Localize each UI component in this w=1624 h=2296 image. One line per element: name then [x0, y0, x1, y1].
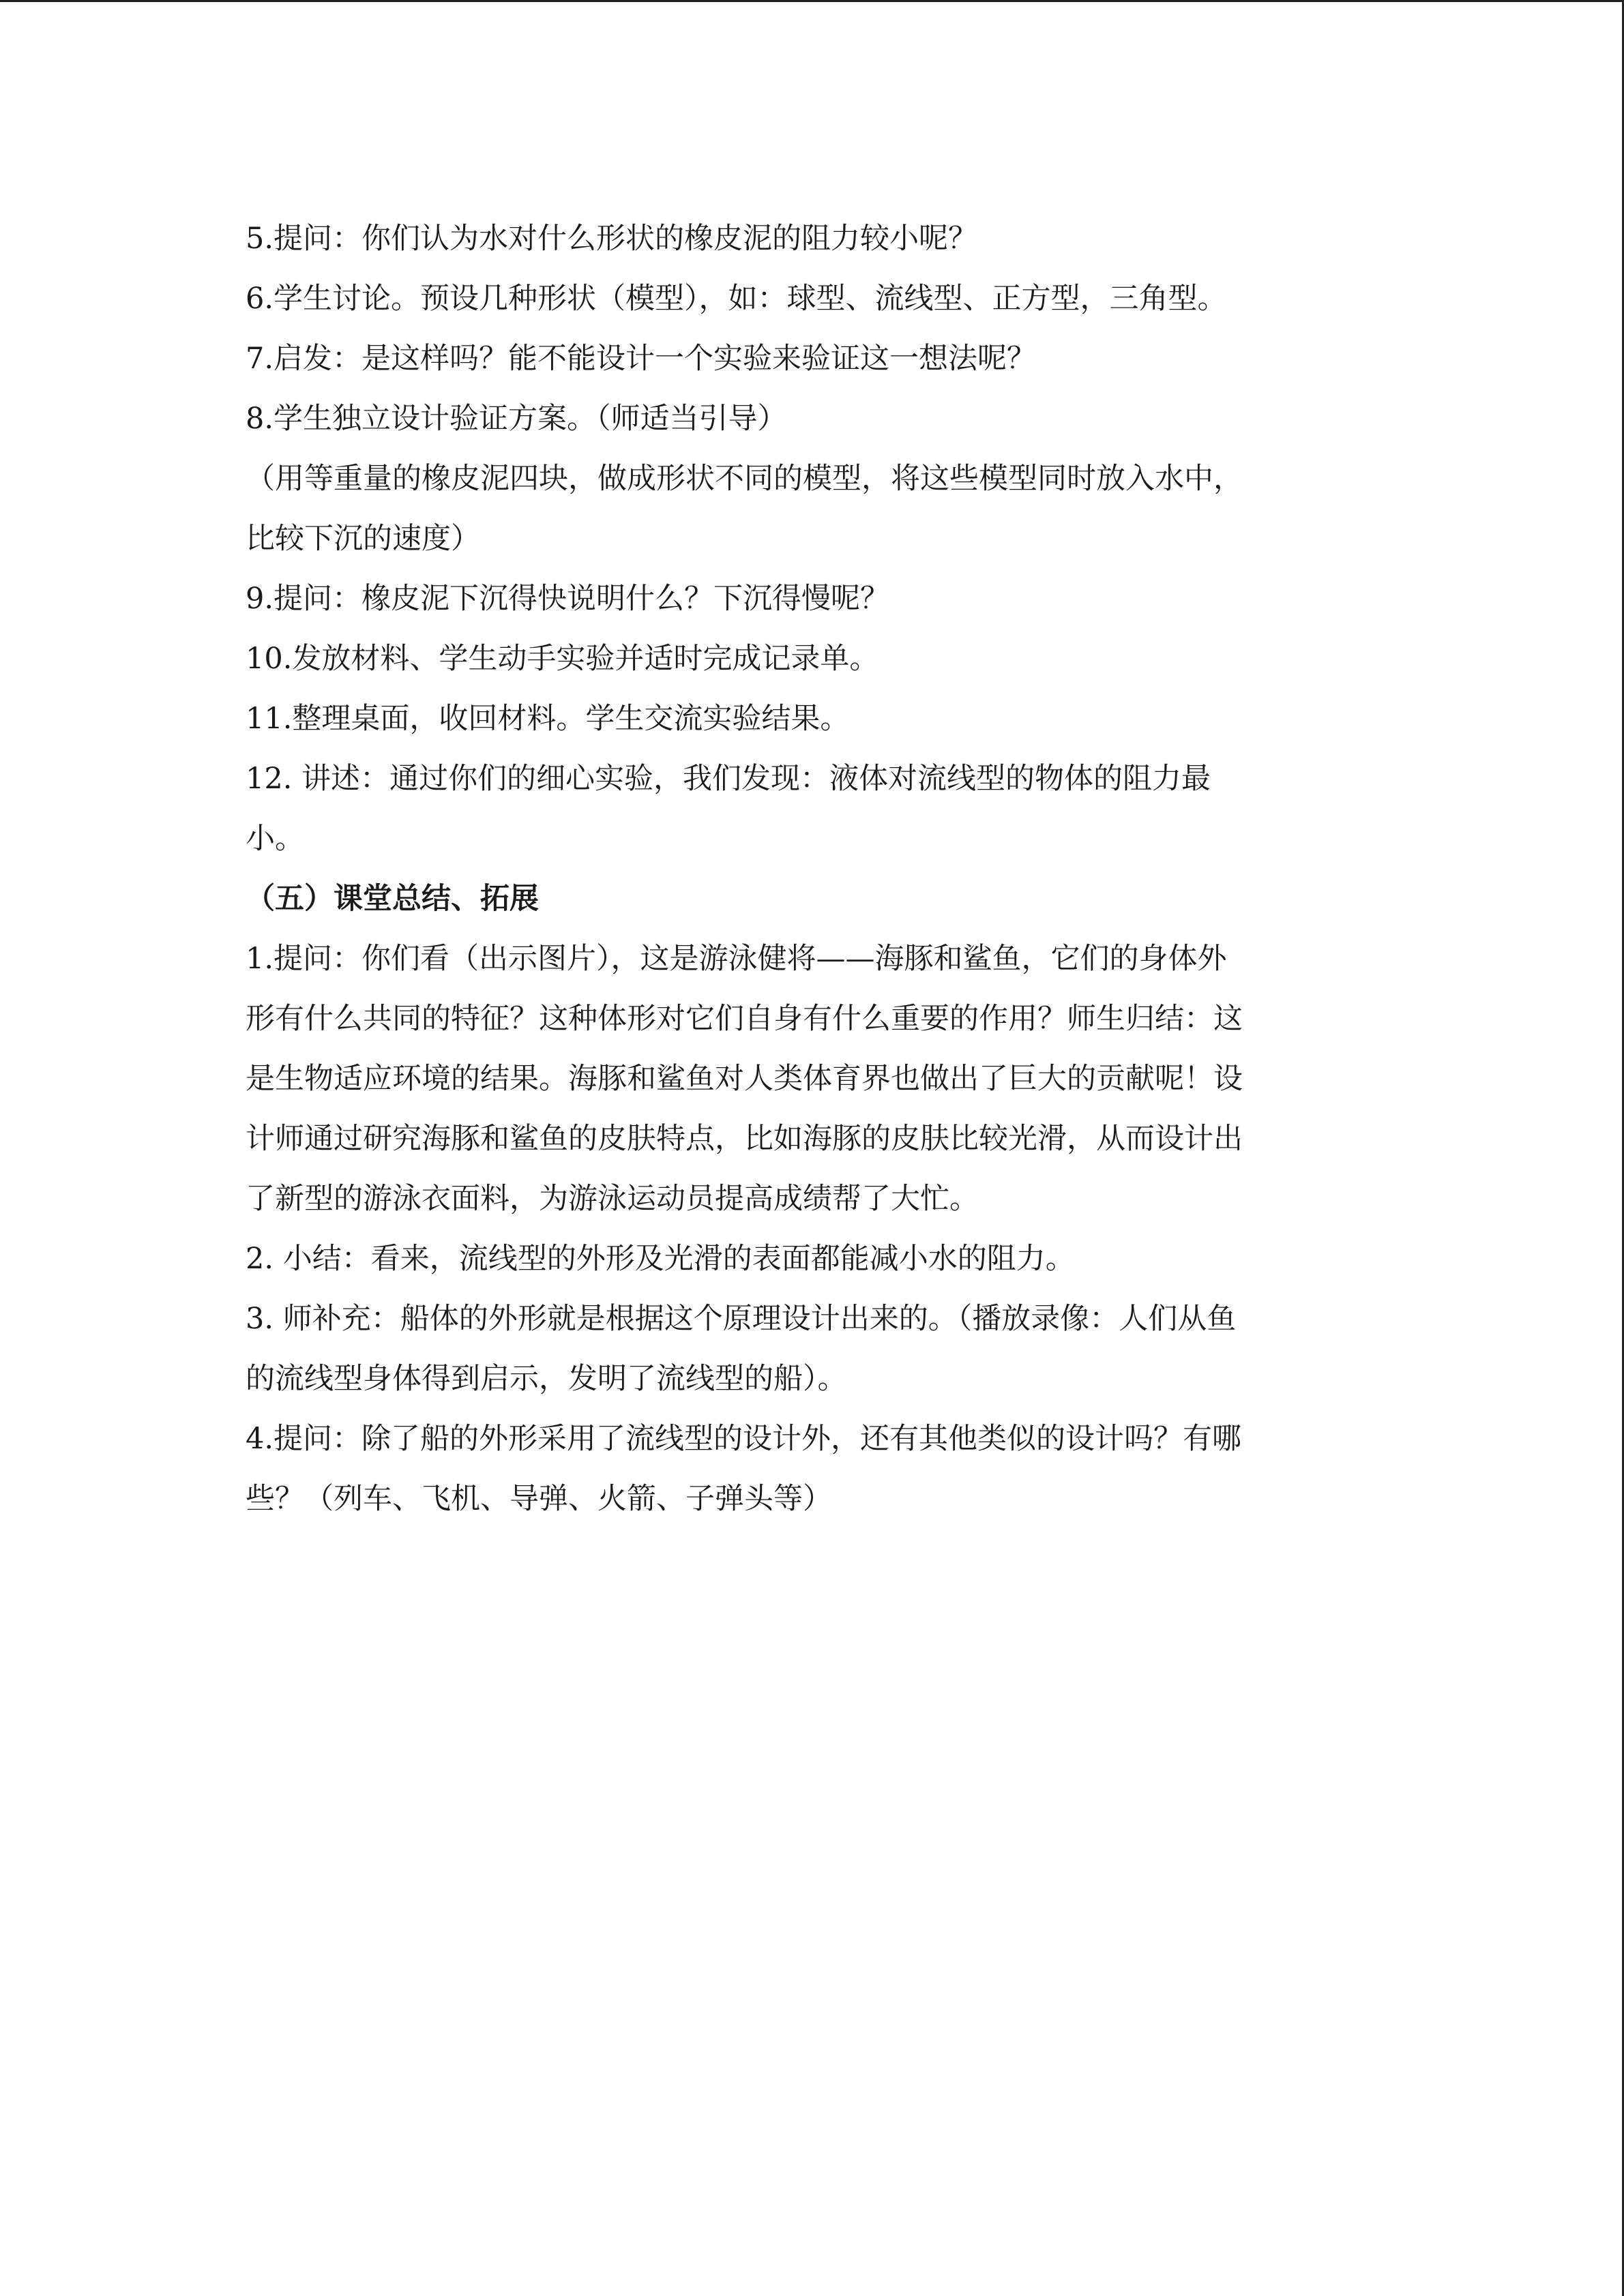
text-line: 的流线型身体得到启示，发明了流线型的船）。: [246, 1362, 847, 1396]
text-line: 小。: [246, 822, 304, 856]
text-line: 9.提问：橡皮泥下沉得快说明什么？下沉得慢呢？: [246, 582, 890, 616]
text-line: 6.学生讨论。预设几种形状（模型），如：球型、流线型、正方型，三角型。: [246, 282, 1227, 316]
text-line: 4.提问：除了船的外形采用了流线型的设计外，还有其他类似的设计吗？有哪: [246, 1422, 1242, 1456]
text-line: 是生物适应环境的结果。海豚和鲨鱼对人类体育界也做出了巨大的贡献呢！设: [246, 1062, 1243, 1096]
text-line: 比较下沉的速度）: [246, 522, 480, 556]
text-line: 形有什么共同的特征？这种体形对它们自身有什么重要的作用？师生归结：这: [246, 1002, 1243, 1036]
text-line: 11.整理桌面，收回材料。学生交流实验结果。: [246, 702, 850, 736]
text-line: 计师通过研究海豚和鲨鱼的皮肤特点，比如海豚的皮肤比较光滑，从而设计出: [246, 1122, 1243, 1156]
text-line: 些？（列车、飞机、导弹、火箭、子弹头等）: [246, 1482, 832, 1516]
text-line: 3. 师补充：船体的外形就是根据这个原理设计出来的。（播放录像：人们从鱼: [246, 1302, 1237, 1336]
text-line: 2. 小结：看来，流线型的外形及光滑的表面都能减小水的阻力。: [246, 1242, 1075, 1276]
section-heading: （五）课堂总结、拓展: [246, 882, 539, 916]
text-line: 8.学生独立设计验证方案。（师适当引导）: [246, 402, 787, 436]
text-line: 了新型的游泳衣面料，为游泳运动员提高成绩帮了大忙。: [246, 1182, 979, 1216]
text-line: （用等重量的橡皮泥四块，做成形状不同的模型，将这些模型同时放入水中，: [246, 462, 1243, 496]
text-line: 5.提问：你们认为水对什么形状的橡皮泥的阻力较小呢？: [246, 222, 978, 256]
text-line: 7.启发：是这样吗？能不能设计一个实验来验证这一想法呢？: [246, 342, 1037, 376]
text-line: 12. 讲述：通过你们的细心实验，我们发现：液体对流线型的物体的阻力最: [246, 762, 1211, 796]
text-line: 10.发放材料、学生动手实验并适时完成记录单。: [246, 642, 879, 676]
text-line: 1.提问：你们看（出示图片），这是游泳健将——海豚和鲨鱼，它们的身体外: [246, 942, 1227, 976]
document-body: [246, 209, 1378, 1529]
